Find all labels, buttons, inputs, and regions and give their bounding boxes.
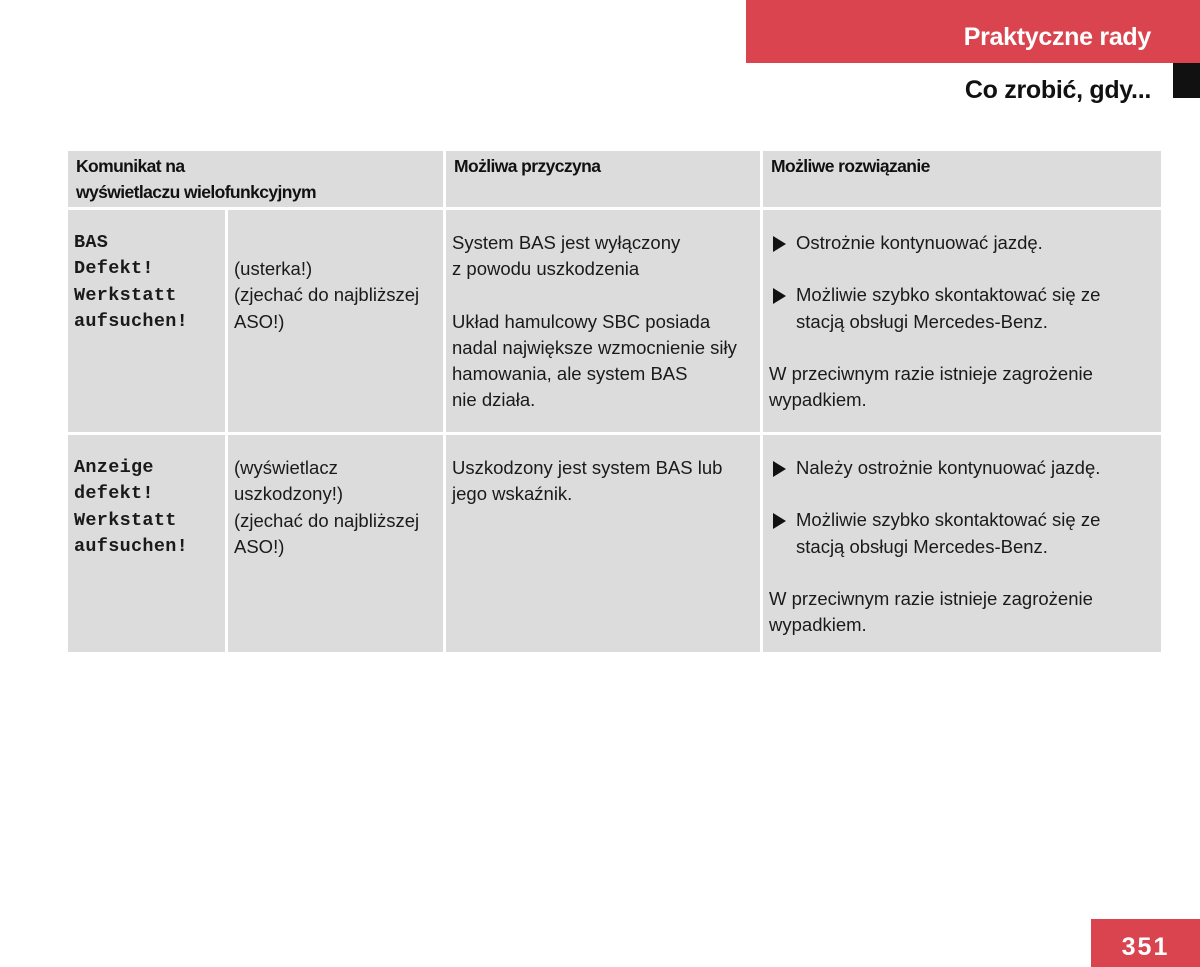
- solution-step: Należy ostrożnie kontynuować jazdę.: [769, 455, 1155, 481]
- possible-cause: System BAS jest wyłączony z powodu uszkodzenia Układ hamulcowy SBC posiada nadal największe wzmocnienie siły hamowania, ale system BAS nie działa.: [446, 210, 760, 432]
- table-header-row: [68, 151, 1161, 207]
- possible-solution: Ostrożnie kontynuować jazdę. Możliwie szybko skontaktować się ze stacją obsługi Mercedes-Benz. W przeciwnym razie istnieje zagrożenie wypadkiem.: [763, 210, 1161, 432]
- header-solution: Możliwe rozwiązanie: [763, 151, 1161, 207]
- possible-solution: Należy ostrożnie kontynuować jazdę. Możliwie szybko skontaktować się ze stacją obsługi Mercedes-Benz. W przeciwnym razie istnieje zagrożenie wypadkiem.: [763, 435, 1161, 652]
- table-row: [68, 210, 1161, 432]
- section-banner: [746, 0, 1200, 63]
- chapter-tab-marker: [1173, 63, 1200, 98]
- triangle-right-icon: [773, 461, 786, 477]
- solution-step: Możliwie szybko skontaktować się ze stacją obsługi Mercedes-Benz.: [769, 507, 1155, 560]
- solution-step: Ostrożnie kontynuować jazdę.: [769, 230, 1155, 256]
- triangle-right-icon: [773, 513, 786, 529]
- triangle-right-icon: [773, 236, 786, 252]
- page-number: 351: [1091, 919, 1200, 967]
- display-message: BAS Defekt! Werkstatt aufsuchen!: [68, 210, 225, 432]
- message-table: [65, 148, 1164, 655]
- header-message: Komunikat na wyświetlaczu wielofunkcyjnym: [68, 151, 443, 207]
- solution-step: Możliwie szybko skontaktować się ze stacją obsługi Mercedes-Benz.: [769, 282, 1155, 335]
- message-translation: (wyświetlacz uszkodzony!) (zjechać do najbliższej ASO!): [228, 435, 443, 652]
- triangle-right-icon: [773, 288, 786, 304]
- message-translation: (usterka!) (zjechać do najbliższej ASO!): [228, 210, 443, 432]
- header-cause: Możliwa przyczyna: [446, 151, 760, 207]
- subsection-title: Co zrobić, gdy...: [964, 76, 1151, 104]
- section-title: Praktyczne rady: [963, 23, 1151, 51]
- table-row: [68, 435, 1161, 652]
- display-message: Anzeige defekt! Werkstatt aufsuchen!: [68, 435, 225, 652]
- possible-cause: Uszkodzony jest system BAS lub jego wskaźnik.: [446, 435, 760, 652]
